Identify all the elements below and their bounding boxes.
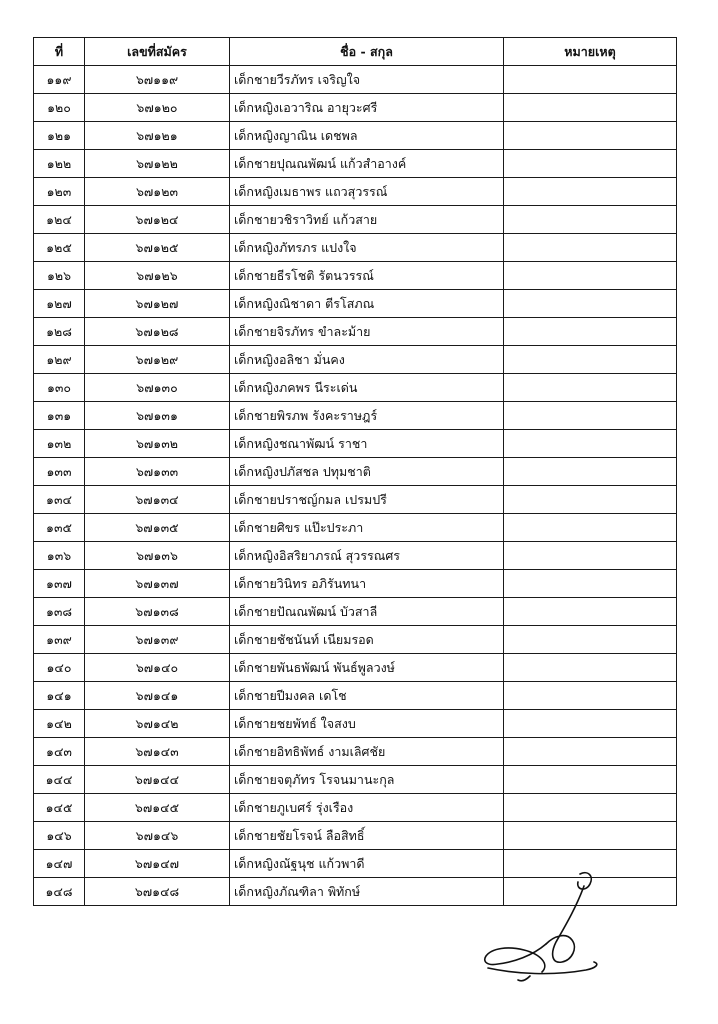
applicant-name: เด็กหญิงภคพร นีระเด่น [230,374,504,402]
remark-cell [504,66,677,94]
table-row [34,66,677,94]
applicant-name: เด็กชายชยพัทธ์ ใจสงบ [230,710,504,738]
table-row [34,262,677,290]
applicant-name: เด็กหญิงภัณฑิลา พิทักษ์ [230,878,504,906]
remark-cell [504,766,677,794]
application-number: ๖๗๑๔๐ [85,654,230,682]
applicant-name: เด็กชายจตุภัทร โรจนมานะกุล [230,766,504,794]
remark-cell [504,738,677,766]
remark-cell [504,626,677,654]
applicant-name: เด็กชายชัยโรจน์ ลือสิทธิ์ [230,822,504,850]
application-number: ๖๗๑๓๘ [85,598,230,626]
table-row [34,94,677,122]
applicant-name: เด็กหญิงเมธาพร แถวสุวรรณ์ [230,178,504,206]
table-row [34,402,677,430]
remark-cell [504,374,677,402]
applicant-name: เด็กชายวีรภัทร เจริญใจ [230,66,504,94]
application-number: ๖๗๑๑๙ [85,66,230,94]
table-row [34,682,677,710]
row-number: ๑๓๔ [34,486,85,514]
table-row [34,346,677,374]
table-row [34,738,677,766]
applicant-name: เด็กหญิงภัทรภร แปงใจ [230,234,504,262]
table-row [34,178,677,206]
remark-cell [504,150,677,178]
application-number: ๖๗๑๒๗ [85,290,230,318]
row-number: ๑๓๐ [34,374,85,402]
applicant-name: เด็กหญิงณัฐนุช แก้วพาดี [230,850,504,878]
applicant-table [33,37,677,906]
table-row [34,430,677,458]
application-number: ๖๗๑๓๖ [85,542,230,570]
row-number: ๑๓๓ [34,458,85,486]
application-number: ๖๗๑๔๘ [85,878,230,906]
remark-cell [504,402,677,430]
applicant-name: เด็กชายชัชนันท์ เนียมรอด [230,626,504,654]
row-number: ๑๔๔ [34,766,85,794]
row-number: ๑๔๑ [34,682,85,710]
application-number: ๖๗๑๔๕ [85,794,230,822]
remark-cell [504,598,677,626]
application-number: ๖๗๑๒๖ [85,262,230,290]
remark-cell [504,262,677,290]
row-number: ๑๒๓ [34,178,85,206]
remark-cell [504,318,677,346]
application-number: ๖๗๑๓๔ [85,486,230,514]
table-row [34,318,677,346]
application-number: ๖๗๑๒๑ [85,122,230,150]
application-number: ๖๗๑๔๒ [85,710,230,738]
table-header-row [34,38,677,66]
application-number: ๖๗๑๒๔ [85,206,230,234]
table-row [34,290,677,318]
remark-cell [504,542,677,570]
application-number: ๖๗๑๓๙ [85,626,230,654]
row-number: ๑๓๒ [34,430,85,458]
row-number: ๑๔๗ [34,850,85,878]
table-row [34,822,677,850]
applicant-name: เด็กหญิงอลิชา มั่นคง [230,346,504,374]
remark-cell [504,346,677,374]
applicant-name: เด็กหญิงชณาพัฒน์ ราชา [230,430,504,458]
remark-cell [504,94,677,122]
application-number: ๖๗๑๔๗ [85,850,230,878]
remark-cell [504,710,677,738]
row-number: ๑๓๕ [34,514,85,542]
remark-cell [504,206,677,234]
row-number: ๑๓๙ [34,626,85,654]
table-row [34,150,677,178]
row-number: ๑๔๐ [34,654,85,682]
remark-cell [504,458,677,486]
header-no: ที่ [34,38,85,66]
row-number: ๑๒๒ [34,150,85,178]
row-number: ๑๒๐ [34,94,85,122]
table-row [34,570,677,598]
row-number: ๑๓๗ [34,570,85,598]
row-number: ๑๓๖ [34,542,85,570]
applicant-name: เด็กชายปุณณพัฒน์ แก้วสำอางค์ [230,150,504,178]
table-row [34,374,677,402]
applicant-name: เด็กชายปีมงคล เดโช [230,682,504,710]
row-number: ๑๓๘ [34,598,85,626]
remark-cell [504,794,677,822]
row-number: ๑๔๒ [34,710,85,738]
applicant-name: เด็กชายอิทธิพัทธ์ งามเลิศชัย [230,738,504,766]
applicant-name: เด็กหญิงเอวาริณ อายุวะศรี [230,94,504,122]
application-number: ๖๗๑๒๘ [85,318,230,346]
row-number: ๑๔๖ [34,822,85,850]
application-number: ๖๗๑๒๙ [85,346,230,374]
application-number: ๖๗๑๒๓ [85,178,230,206]
table-row [34,542,677,570]
table-row [34,626,677,654]
applicant-name: เด็กชายธีรโชติ รัตนวรรณ์ [230,262,504,290]
row-number: ๑๔๓ [34,738,85,766]
row-number: ๑๒๘ [34,318,85,346]
row-number: ๑๒๙ [34,346,85,374]
signature-icon [468,868,618,988]
remark-cell [504,122,677,150]
application-number: ๖๗๑๔๑ [85,682,230,710]
header-application-no: เลขที่สมัคร [85,38,230,66]
applicant-name: เด็กชายปราชญ์กมล เปรมปรี [230,486,504,514]
applicant-name: เด็กชายภูเบศร์ รุ่งเรือง [230,794,504,822]
applicant-name: เด็กหญิงปภัสชล ปทุมชาติ [230,458,504,486]
application-number: ๖๗๑๓๐ [85,374,230,402]
remark-cell [504,822,677,850]
applicant-name: เด็กหญิงญาณิน เดชพล [230,122,504,150]
row-number: ๑๑๙ [34,66,85,94]
remark-cell [504,290,677,318]
remark-cell [504,486,677,514]
applicant-name: เด็กชายปัณณพัฒน์ บัวสาลี [230,598,504,626]
row-number: ๑๒๔ [34,206,85,234]
applicant-name: เด็กชายศิขร แป๊ะประภา [230,514,504,542]
application-number: ๖๗๑๒๒ [85,150,230,178]
remark-cell [504,570,677,598]
remark-cell [504,682,677,710]
applicant-name: เด็กชายวชิราวิทย์ แก้วสาย [230,206,504,234]
row-number: ๑๔๘ [34,878,85,906]
row-number: ๑๒๖ [34,262,85,290]
row-number: ๑๒๗ [34,290,85,318]
row-number: ๑๒๑ [34,122,85,150]
header-name: ชื่อ - สกุล [230,38,504,66]
remark-cell [504,178,677,206]
application-number: ๖๗๑๓๑ [85,402,230,430]
application-number: ๖๗๑๔๔ [85,766,230,794]
application-number: ๖๗๑๓๕ [85,514,230,542]
remark-cell [504,654,677,682]
remark-cell [504,514,677,542]
application-number: ๖๗๑๓๒ [85,430,230,458]
application-number: ๖๗๑๓๓ [85,458,230,486]
application-number: ๖๗๑๓๗ [85,570,230,598]
row-number: ๑๓๑ [34,402,85,430]
row-number: ๑๔๕ [34,794,85,822]
table-row [34,598,677,626]
table-row [34,514,677,542]
table-row [34,794,677,822]
remark-cell [504,234,677,262]
table-body [34,66,677,906]
applicant-name: เด็กชายพิรภพ รังคะราษฎร์ [230,402,504,430]
applicant-name: เด็กหญิงณิชาดา ตีรโสภณ [230,290,504,318]
application-number: ๖๗๑๔๖ [85,822,230,850]
applicant-name: เด็กหญิงอิสริยาภรณ์ สุวรรณศร [230,542,504,570]
table-row [34,766,677,794]
table-row [34,458,677,486]
table-row [34,122,677,150]
table-row [34,654,677,682]
application-number: ๖๗๑๒๕ [85,234,230,262]
applicant-name: เด็กชายวินิทร อภิรันทนา [230,570,504,598]
applicant-name: เด็กชายจิรภัทร ขำละม้าย [230,318,504,346]
table-row [34,206,677,234]
table-row [34,710,677,738]
applicant-name: เด็กชายพันธพัฒน์ พันธ์พูลวงษ์ [230,654,504,682]
row-number: ๑๒๕ [34,234,85,262]
remark-cell [504,430,677,458]
application-number: ๖๗๑๔๓ [85,738,230,766]
table-row [34,234,677,262]
header-remark: หมายเหตุ [504,38,677,66]
table-row [34,486,677,514]
application-number: ๖๗๑๒๐ [85,94,230,122]
